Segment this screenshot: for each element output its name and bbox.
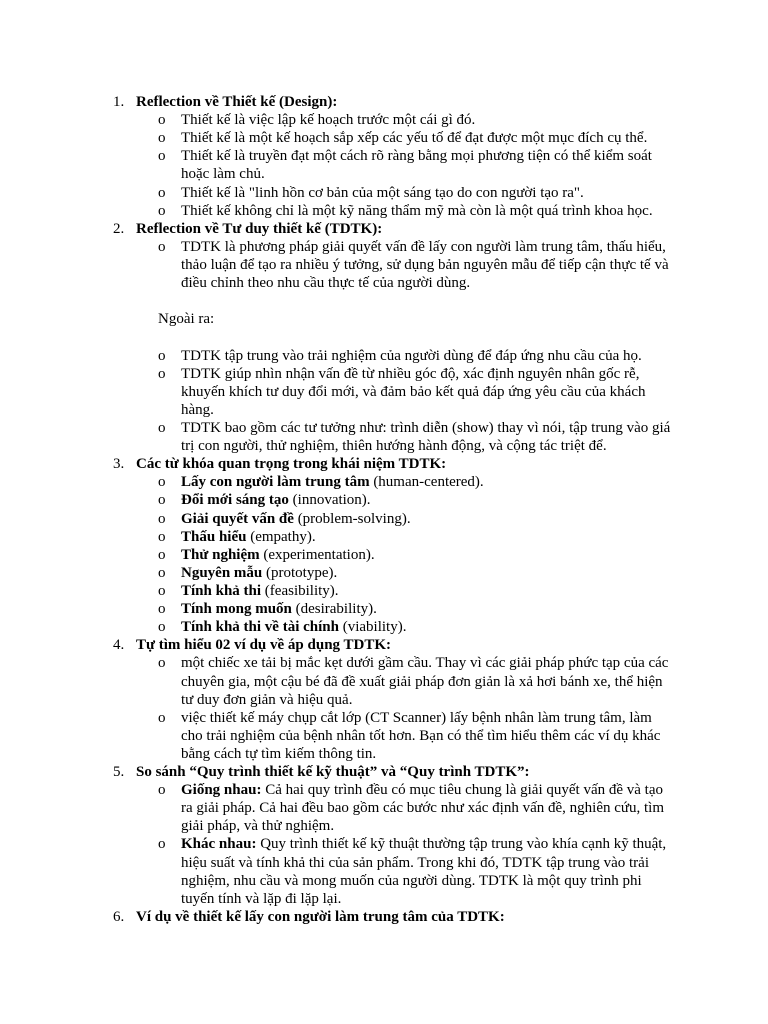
keyword-translation: (feasibility). [261, 582, 339, 599]
keyword-translation: (desirability). [291, 601, 377, 618]
comparison-item [113, 781, 677, 835]
section-heading [113, 908, 677, 926]
section-5 [113, 763, 677, 908]
keyword-translation: (human-centered). [369, 474, 484, 491]
bullet-marker: o [158, 202, 166, 219]
keyword-item [113, 510, 677, 528]
section-number: 2. [113, 220, 125, 237]
section-number: 5. [113, 764, 125, 781]
keyword-item [113, 473, 677, 491]
keyword-translation: (experimentation). [259, 546, 375, 563]
keyword-term: Tính khả thi về tài chính [181, 619, 339, 636]
section-heading [113, 455, 677, 473]
section-2 [113, 220, 677, 455]
keyword-item [113, 600, 677, 618]
section-number: 4. [113, 637, 125, 654]
list-item [113, 347, 677, 365]
section-heading [113, 636, 677, 654]
section-number: 6. [113, 908, 125, 925]
bullet-marker: o [158, 130, 166, 147]
section-note: Ngoài ra: [158, 311, 215, 328]
section-number: 3. [113, 456, 125, 473]
list-item-text: Thiết kế là "linh hồn cơ bản của một sáng tạo do con người tạo ra". [181, 184, 584, 201]
list-item-text: TDTK giúp nhìn nhận vấn đề từ nhiều góc độ, xác định nguyên nhân gốc rễ, khuyến khích tư duy đổi mới, và đảm bảo kết quả đáp ứng yêu cầu của khách hàng. [181, 365, 646, 418]
bullet-marker: o [158, 510, 166, 527]
list-item [113, 111, 677, 129]
list-item-text: Thiết kế là một kế hoạch sắp xếp các yếu tố để đạt được một mục đích cụ thể. [181, 130, 648, 147]
comparison-item [113, 835, 677, 907]
bullet-marker: o [158, 655, 166, 672]
bullet-marker: o [158, 184, 166, 201]
bullet-marker: o [158, 836, 166, 853]
section-3 [113, 455, 677, 636]
list-item-text: một chiếc xe tải bị mắc kẹt dưới gầm cầu. Thay vì các giải pháp phức tạp của các chuyên gia, một cậu bé đã đề xuất giải pháp đơn giản là xả hơi bánh xe, thể hiện tư duy đơn giản và hiệu quả. [181, 655, 669, 708]
list-item-text: TDTK là phương pháp giải quyết vấn đề lấy con người làm trung tâm, thấu hiểu, thảo luận để tạo ra nhiều ý tưởng, sử dụng bản nguyên mẫu để tiếp cận thực tế và điều chỉnh theo nhu cầu thực tế của người dùng. [181, 238, 669, 292]
list-item-text: việc thiết kế máy chụp cắt lớp (CT Scanner) lấy bệnh nhân làm trung tâm, làm cho trải nghiệm của bệnh nhân tốt hơn. Bạn có thể tìm hiểu thêm các ví dụ khác bằng cách tự tìm kiếm thông tin. [181, 709, 661, 762]
bullet-marker: o [158, 782, 166, 799]
section-title: Các từ khóa quan trọng trong khái niệm TDTK: [136, 456, 447, 473]
keyword-translation: (viability). [338, 619, 407, 636]
list-item [113, 202, 677, 220]
comparison-label: Khác nhau: [181, 836, 257, 853]
keyword-item [113, 618, 677, 636]
list-item-text: TDTK tập trung vào trải nghiệm của người dùng để đáp ứng nhu cầu của họ. [181, 347, 642, 364]
keyword-term: Thử nghiệm [181, 546, 260, 563]
list-item [113, 129, 677, 147]
keyword-item [113, 582, 677, 600]
bullet-marker: o [158, 419, 166, 436]
section-number: 1. [113, 94, 125, 110]
section-6 [113, 908, 677, 926]
comparison-label: Giống nhau: [181, 782, 262, 799]
list-item [113, 654, 677, 708]
list-item-text: Thiết kế không chỉ là một kỹ năng thẩm mỹ mà còn là một quá trình khoa học. [181, 202, 653, 219]
keyword-translation: (empathy). [246, 528, 316, 545]
keyword-item [113, 491, 677, 509]
keyword-term: Tính khả thi [181, 582, 262, 599]
keyword-translation: (prototype). [262, 564, 338, 581]
bullet-marker: o [158, 528, 166, 545]
bullet-marker: o [158, 564, 166, 581]
section-heading [113, 93, 677, 111]
keyword-term: Giải quyết vấn đề [181, 510, 294, 527]
bullet-marker: o [158, 148, 166, 165]
bullet-marker: o [158, 112, 166, 129]
bullet-marker: o [158, 492, 166, 509]
section-title: Reflection về Thiết kế (Design): [136, 94, 338, 110]
keyword-term: Nguyên mẫu [181, 564, 263, 581]
list-item [113, 419, 677, 455]
keyword-term: Thấu hiểu [181, 528, 247, 545]
bullet-marker: o [158, 582, 166, 599]
list-item [113, 365, 677, 419]
keyword-item [113, 564, 677, 582]
bullet-marker: o [158, 238, 166, 255]
section-title: Reflection về Tư duy thiết kế (TDTK): [136, 220, 383, 237]
list-item-text: TDTK bao gồm các tư tưởng như: trình diễn (show) thay vì nói, tập trung vào giá trị con người, thử nghiệm, thiên hướng hành động, và cộng tác triệt để. [181, 419, 671, 455]
section-title: So sánh “Quy trình thiết kế kỹ thuật” và “Quy trình TDTK”: [136, 764, 530, 781]
section-heading [113, 763, 677, 781]
list-item [113, 709, 677, 763]
bullet-marker: o [158, 709, 166, 726]
comparison-text: Cả hai quy trình đều có mục tiêu chung là giải quyết vấn đề và tạo ra giải pháp. Cả hai đều bao gồm các bước như xác định vấn đề, nghiên cứu, tìm giải pháp, và thử nghiệm. [181, 782, 665, 835]
bullet-marker: o [158, 601, 166, 618]
keyword-term: Lấy con người làm trung tâm [181, 474, 370, 491]
document-body [113, 93, 677, 926]
keyword-term: Tính mong muốn [181, 601, 292, 618]
bullet-marker: o [158, 347, 166, 364]
section-heading [113, 220, 677, 238]
bullet-marker: o [158, 474, 166, 491]
keyword-term: Đổi mới sáng tạo [181, 492, 289, 509]
list-item [113, 147, 677, 183]
bullet-marker: o [158, 619, 166, 636]
section-1 [113, 93, 677, 220]
section-4 [113, 636, 677, 763]
list-item [113, 238, 677, 292]
list-item [113, 184, 677, 202]
section-title: Tự tìm hiểu 02 ví dụ về áp dụng TDTK: [136, 637, 392, 654]
keyword-translation: (problem-solving). [293, 510, 411, 527]
keyword-translation: (innovation). [288, 492, 371, 509]
list-item-text: Thiết kế là truyền đạt một cách rõ ràng bằng mọi phương tiện có thể kiểm soát hoặc làm chủ. [181, 148, 652, 183]
keyword-item [113, 546, 677, 564]
list-item-text: Thiết kế là việc lập kế hoạch trước một cái gì đó. [181, 112, 476, 129]
comparison-text: Quy trình thiết kế kỹ thuật thường tập trung vào khía cạnh kỹ thuật, hiệu suất và tính khả thi của sản phẩm. Trong khi đó, TDTK tập trung vào trải nghiệm, nhu cầu và mong muốn của người dùng. TDTK là một quy trình phi tuyến tính và lặp đi lặp lại. [181, 836, 667, 907]
section-title: Ví dụ về thiết kế lấy con người làm trung tâm của TDTK: [136, 908, 505, 925]
bullet-marker: o [158, 546, 166, 563]
bullet-marker: o [158, 365, 166, 382]
keyword-item [113, 528, 677, 546]
